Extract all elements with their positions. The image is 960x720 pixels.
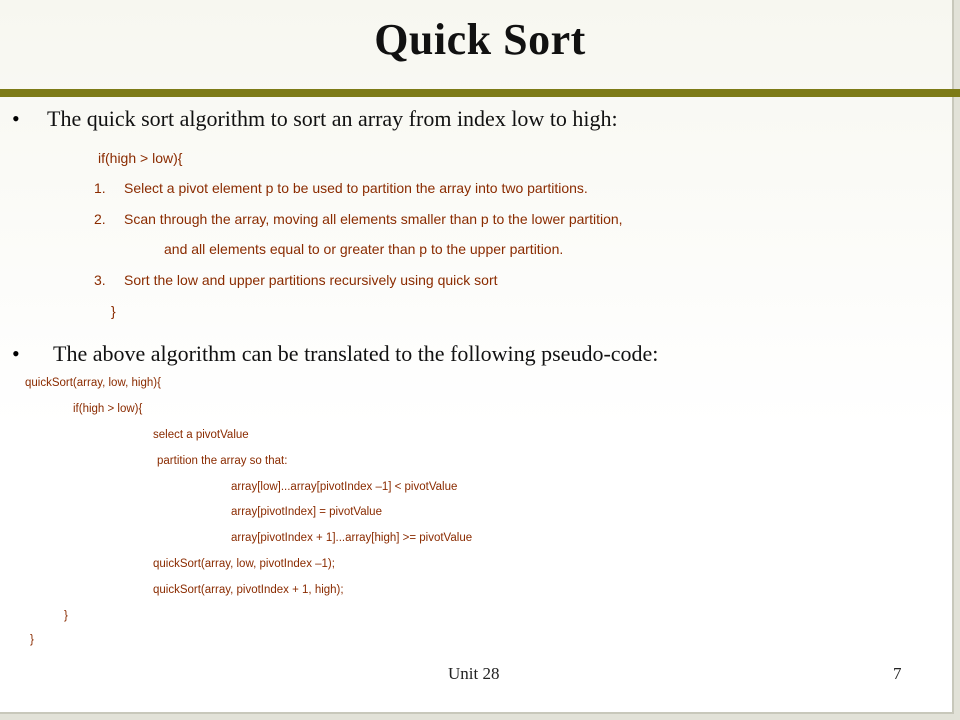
bullet-text-2: The above algorithm can be translated to the following pseudo-code: <box>53 341 659 366</box>
bullet-text-1: The quick sort algorithm to sort an array from index low to high: <box>47 106 618 131</box>
code-line-5: array[low]...array[pivotIndex –1] < pivotValue <box>231 481 458 493</box>
step-text-2-continued: and all elements equal to or greater than p to the upper partition. <box>164 241 564 257</box>
step-text-2: Scan through the array, moving all elements smaller than p to the lower partition, <box>124 211 623 227</box>
code-line-3: select a pivotValue <box>153 429 249 441</box>
code-line-11: } <box>30 634 34 646</box>
code-line-10: } <box>64 610 68 622</box>
bullet-icon: • <box>12 106 20 131</box>
footer-unit: Unit 28 <box>448 664 500 683</box>
step-text-3: Sort the low and upper partitions recursively using quick sort <box>124 272 498 288</box>
code-line-8: quickSort(array, low, pivotIndex –1); <box>153 558 335 570</box>
step-text-1: Select a pivot element p to be used to partition the array into two partitions. <box>124 180 588 196</box>
slide-title: Quick Sort <box>374 15 586 64</box>
page-number: 7 <box>893 664 902 683</box>
code-line-1: quickSort(array, low, high){ <box>25 377 161 389</box>
title-divider <box>0 89 960 97</box>
step-number-2: 2. <box>94 211 106 227</box>
code-line-6: array[pivotIndex] = pivotValue <box>231 506 382 518</box>
step-number-1: 1. <box>94 180 106 196</box>
step-number-3: 3. <box>94 272 106 288</box>
bullet-icon: • <box>12 341 20 366</box>
code-line-7: array[pivotIndex + 1]...array[high] >= pivotValue <box>231 532 473 544</box>
code-line-4: partition the array so that: <box>157 455 288 467</box>
algorithm-header: if(high > low){ <box>98 150 183 166</box>
code-line-2: if(high > low){ <box>73 403 143 415</box>
code-line-9: quickSort(array, pivotIndex + 1, high); <box>153 584 344 596</box>
algorithm-close-brace: } <box>111 303 116 319</box>
